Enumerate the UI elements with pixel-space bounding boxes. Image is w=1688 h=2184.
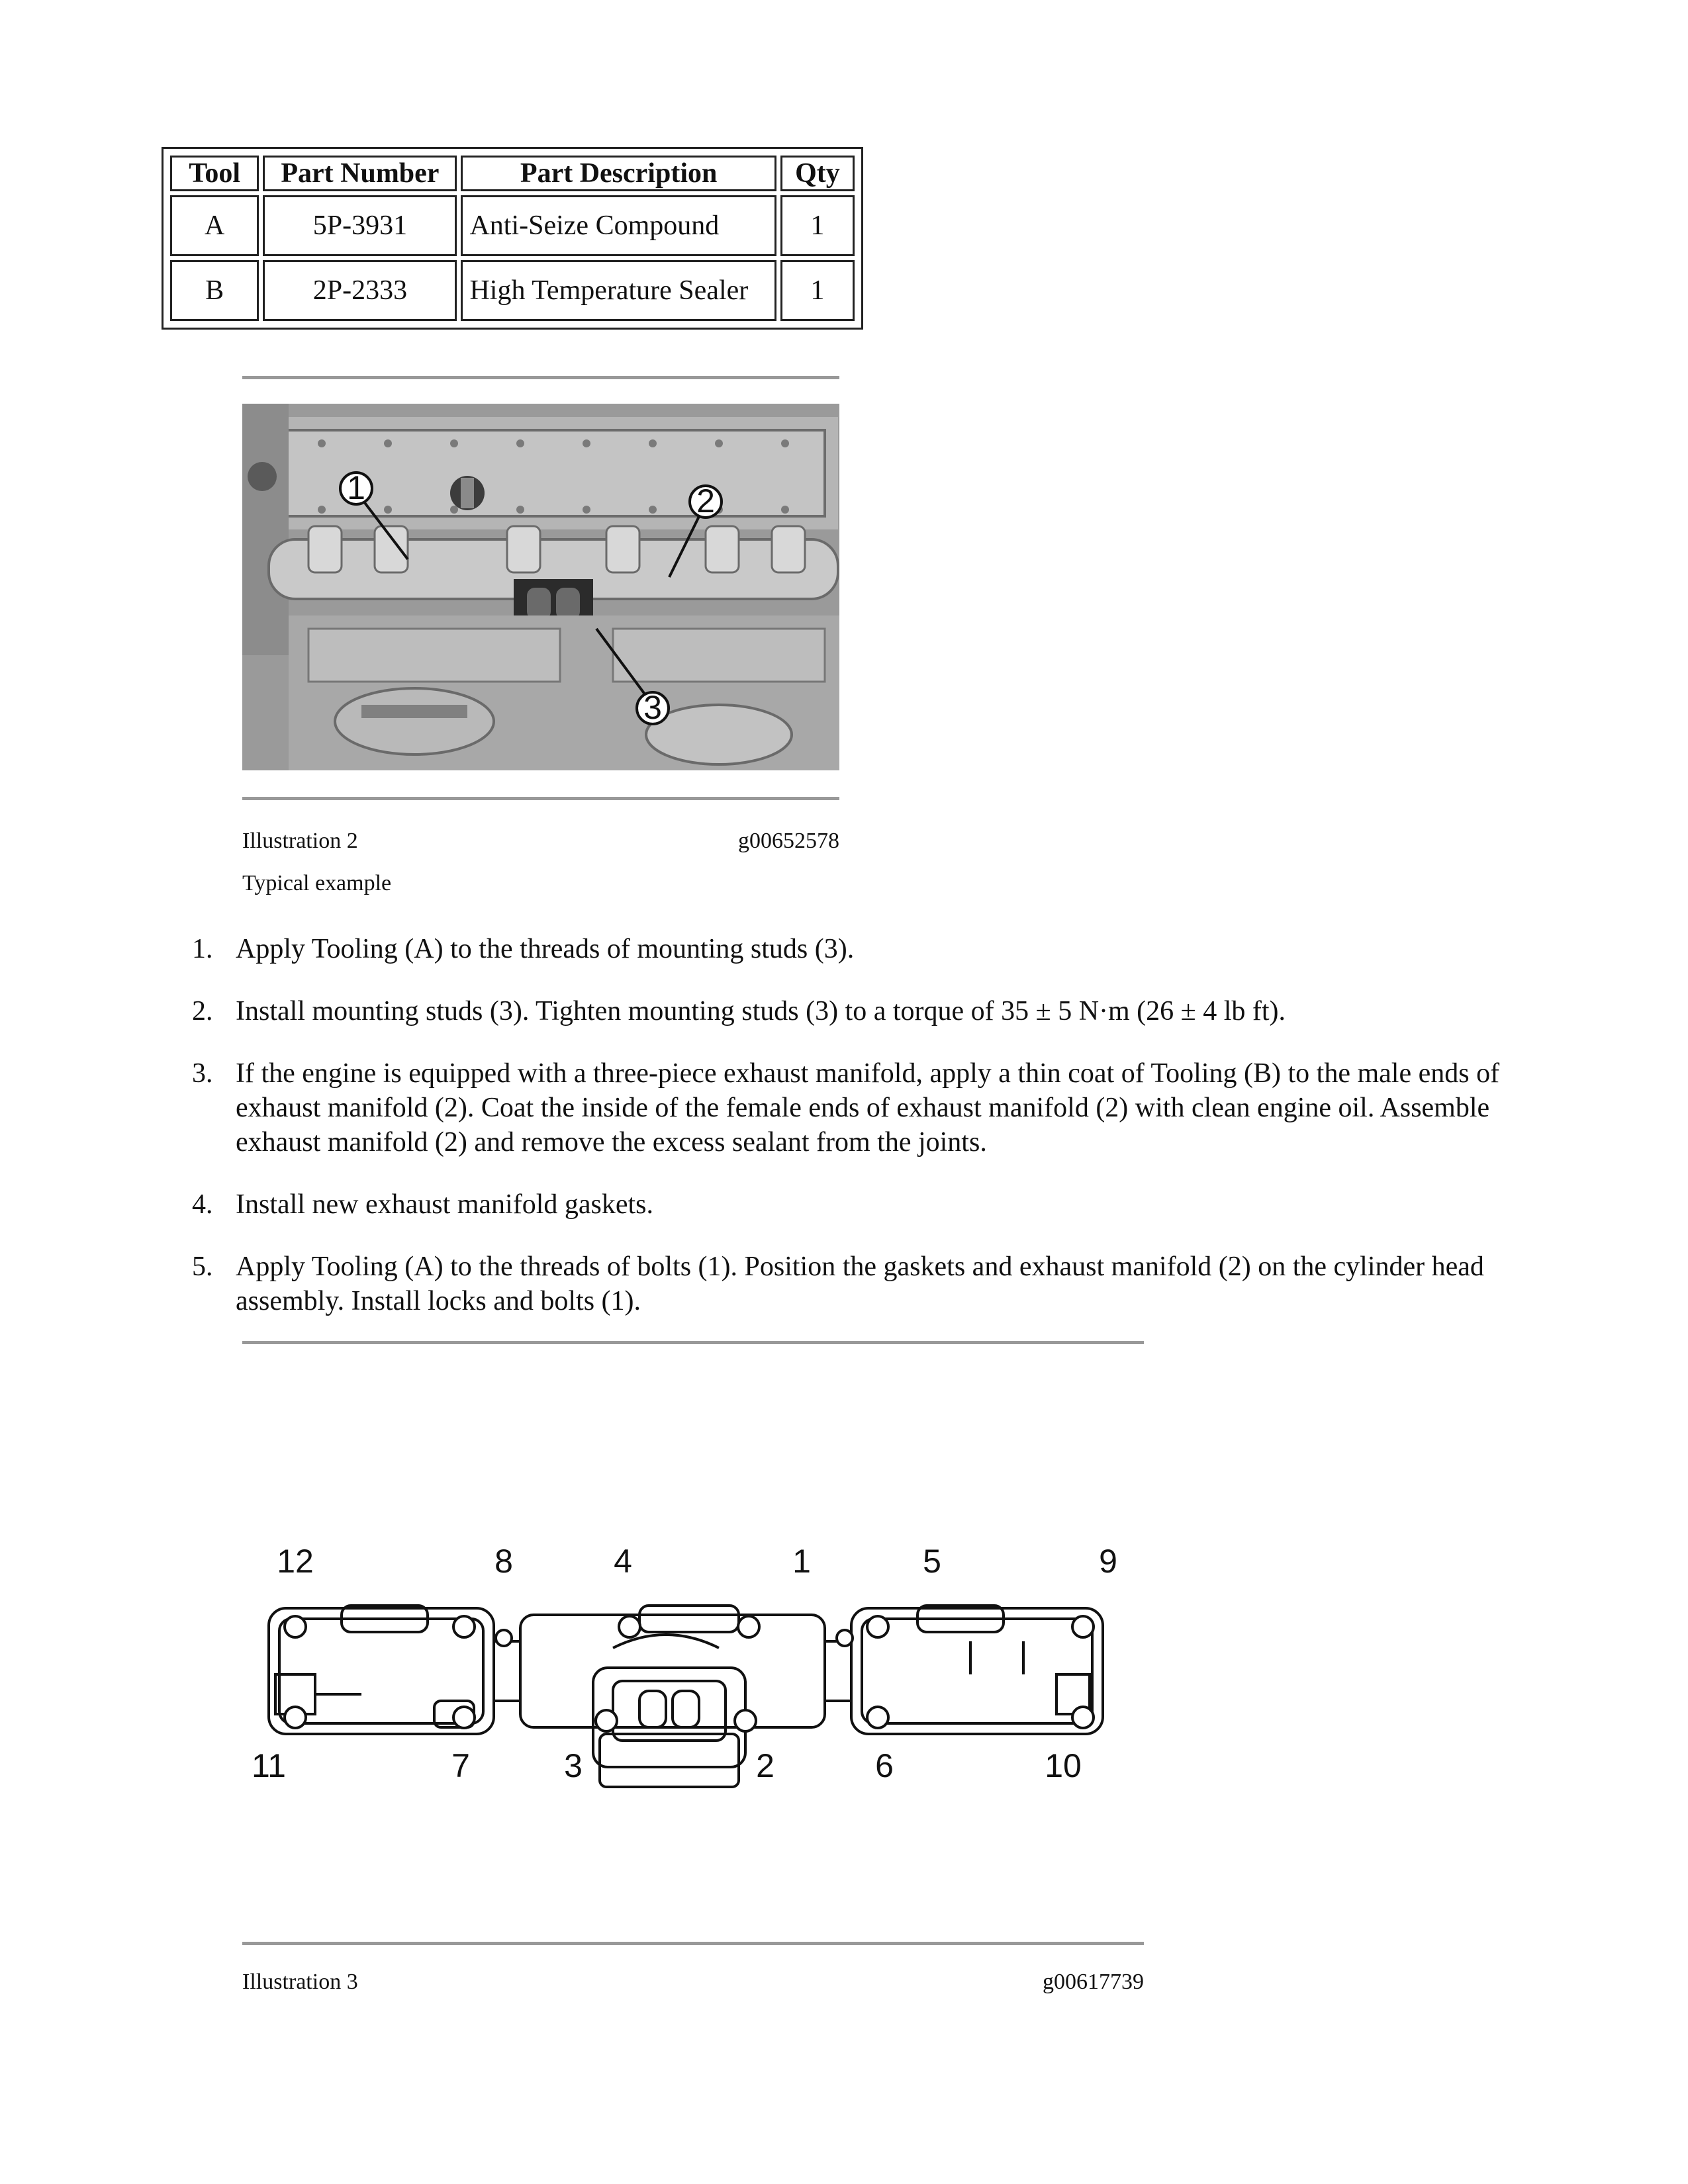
illustration3-code: g00617739 (1043, 1970, 1144, 1994)
cell-qty: 1 (780, 260, 855, 321)
svg-text:3: 3 (643, 689, 662, 726)
illustration3-label: Illustration 3 (242, 1970, 358, 1994)
header-part-description: Part Description (461, 156, 776, 191)
bolt-number: 10 (1045, 1747, 1082, 1784)
list-item (192, 994, 1516, 1028)
svg-text:1: 1 (347, 469, 365, 506)
header-tool: Tool (170, 156, 259, 191)
procedure-steps (192, 932, 1516, 1346)
bolt-number: 11 (252, 1747, 286, 1784)
header-part-number: Part Number (263, 156, 457, 191)
engine-photo (242, 404, 839, 770)
step-number: 2. (192, 996, 213, 1026)
step-number: 5. (192, 1251, 213, 1282)
illustration2-top-rule (242, 376, 839, 379)
cell-part-number: 5P-3931 (263, 195, 457, 256)
step-text: Install new exhaust manifold gaskets. (236, 1189, 654, 1220)
table-row (170, 260, 855, 321)
step-number: 3. (192, 1058, 213, 1089)
table-header-row (170, 156, 855, 191)
bolt-number: 5 (923, 1543, 941, 1580)
list-item (192, 1250, 1516, 1318)
svg-text:2: 2 (696, 482, 715, 520)
step-text: If the engine is equipped with a three-piece exhaust manifold, apply a thin coat of Tooling (B) to the male ends of exhaust manifold (2). Coat the inside of the female ends of exhaust manifold (2) with clean engine oil. Assemble exhaust manifold (2) and remove the excess sealant from the joints. (236, 1058, 1500, 1158)
cell-description: Anti-Seize Compound (461, 195, 776, 256)
step-text: Apply Tooling (A) to the threads of mounting studs (3). (236, 934, 855, 964)
illustration3-top-rule (242, 1341, 1144, 1344)
bolt-number: 3 (564, 1747, 583, 1784)
illustration3-bottom-rule (242, 1942, 1144, 1945)
list-item (192, 1056, 1516, 1160)
illustration2-bottom-rule (242, 797, 839, 800)
tooling-table (162, 147, 863, 330)
bolt-number: 9 (1099, 1543, 1117, 1580)
bolt-number: 7 (451, 1747, 470, 1784)
bolt-number: 12 (277, 1543, 314, 1580)
header-qty: Qty (780, 156, 855, 191)
table-row (170, 195, 855, 256)
cell-description: High Temperature Sealer (461, 260, 776, 321)
bolt-number: 1 (792, 1543, 811, 1580)
step-text: Install mounting studs (3). Tighten mounting studs (3) to a torque of 35 ± 5 N·m (26 ± 4 lb ft). (236, 996, 1286, 1026)
illustration2-subcaption: Typical example (242, 871, 392, 895)
cell-tool: B (170, 260, 259, 321)
bolt-number: 2 (756, 1747, 774, 1784)
cell-tool: A (170, 195, 259, 256)
step-number: 1. (192, 934, 213, 964)
cell-qty: 1 (780, 195, 855, 256)
list-item (192, 932, 1516, 966)
bolt-number: 4 (614, 1543, 632, 1580)
list-item (192, 1187, 1516, 1222)
bolt-number: 6 (875, 1747, 894, 1784)
illustration2-label: Illustration 2 (242, 829, 358, 853)
step-text: Apply Tooling (A) to the threads of bolts (1). Position the gaskets and exhaust manifold (2) on the cylinder head assembly. Install locks and bolts (1). (236, 1251, 1484, 1316)
manifold-bolt-sequence-diagram (242, 1542, 1143, 1807)
illustration2-code: g00652578 (738, 829, 839, 853)
step-number: 4. (192, 1189, 213, 1220)
bolt-number: 8 (494, 1543, 513, 1580)
cell-part-number: 2P-2333 (263, 260, 457, 321)
